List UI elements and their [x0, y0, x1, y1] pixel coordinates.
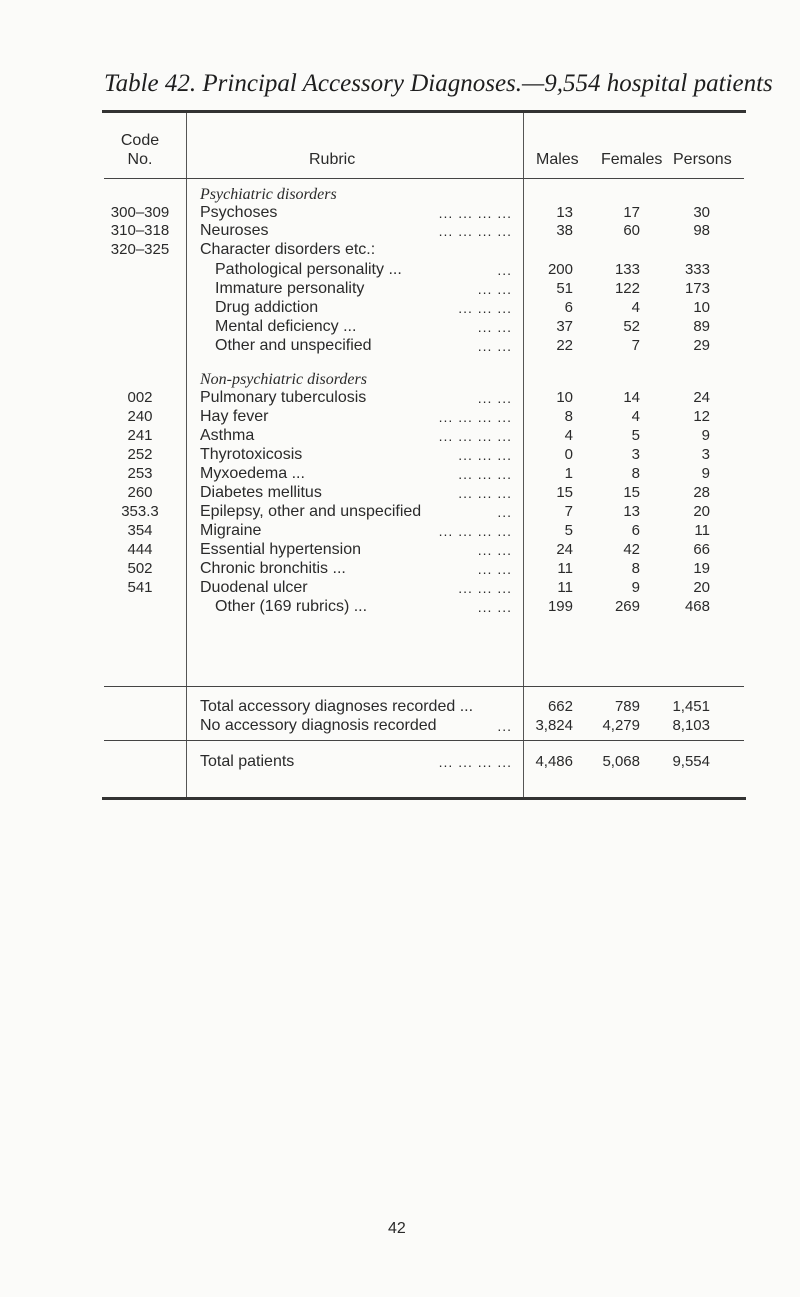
rubric-cell: Epilepsy, other and unspecified	[200, 503, 422, 520]
leader-dots: ... ...	[477, 338, 512, 354]
leader-dots: ... ... ...	[458, 580, 512, 596]
females-cell: 3	[631, 446, 640, 463]
top-rule	[102, 110, 746, 113]
females-cell: 7	[631, 337, 640, 354]
rubric-cell: Total patients	[200, 753, 295, 770]
males-cell: 22	[556, 337, 573, 354]
males-cell: 13	[556, 204, 573, 221]
leader-dots: ... ... ... ...	[438, 523, 512, 539]
leader-dots: ... ... ... ...	[438, 754, 512, 770]
rubric-cell: Other and unspecified	[215, 337, 372, 354]
females-cell: 60	[623, 222, 640, 239]
persons-cell: 9	[701, 427, 710, 444]
section-heading-psychiatric: Psychiatric disorders	[200, 186, 337, 203]
header-code	[104, 131, 176, 169]
persons-cell: 24	[693, 389, 710, 406]
females-cell: 8	[631, 465, 640, 482]
rubric-cell: Drug addiction	[215, 299, 319, 316]
header-code-line1: Code	[120, 132, 160, 149]
persons-cell: 9	[701, 465, 710, 482]
leader-dots: ... ...	[477, 561, 512, 577]
rubric-cell: Character disorders etc.:	[200, 241, 376, 258]
code-cell: 300–309	[110, 204, 170, 221]
females-cell: 8	[631, 560, 640, 577]
persons-cell: 28	[693, 484, 710, 501]
rubric-cell: Mental deficiency ...	[215, 318, 357, 335]
leader-dots: ... ...	[477, 319, 512, 335]
rubric-cell: Pathological personality ...	[215, 261, 402, 278]
females-cell: 15	[623, 484, 640, 501]
rubric-cell: Duodenal ulcer	[200, 579, 308, 596]
leader-dots: ... ... ... ...	[438, 223, 512, 239]
males-cell: 0	[564, 446, 573, 463]
header-rubric: Rubric	[309, 151, 356, 168]
persons-cell: 66	[693, 541, 710, 558]
males-cell: 8	[564, 408, 573, 425]
section-heading-non-psychiatric: Non-psychiatric disorders	[200, 371, 367, 388]
males-cell: 11	[557, 560, 573, 577]
females-cell: 5	[631, 427, 640, 444]
males-cell: 662	[547, 698, 573, 715]
persons-cell: 10	[693, 299, 710, 316]
rubric-cell: Essential hypertension	[200, 541, 361, 558]
rubric-cell: Migraine	[200, 522, 262, 539]
leader-dots: ...	[497, 718, 512, 734]
code-cell: 444	[127, 541, 153, 558]
females-cell: 133	[614, 261, 640, 278]
header-females: Females	[601, 151, 663, 168]
males-cell: 200	[547, 261, 573, 278]
persons-cell: 11	[694, 522, 710, 539]
persons-cell: 89	[693, 318, 710, 335]
persons-cell: 20	[693, 579, 710, 596]
males-cell: 15	[556, 484, 573, 501]
leader-dots: ... ... ...	[458, 447, 512, 463]
males-cell: 11	[557, 579, 573, 596]
bottom-rule	[102, 797, 746, 800]
header-males: Males	[536, 151, 579, 168]
persons-cell: 333	[684, 261, 710, 278]
rubric-cell: No accessory diagnosis recorded	[200, 717, 437, 734]
males-cell: 38	[556, 222, 573, 239]
code-cell: 252	[127, 446, 153, 463]
persons-cell: 98	[693, 222, 710, 239]
males-cell: 1	[564, 465, 573, 482]
females-cell: 269	[614, 598, 640, 615]
rubric-cell: Immature personality	[215, 280, 365, 297]
page-number: 42	[388, 1220, 406, 1237]
males-cell: 4,486	[535, 753, 573, 770]
persons-cell: 29	[693, 337, 710, 354]
females-cell: 122	[614, 280, 640, 297]
header-code-line2: No.	[127, 151, 153, 168]
leader-dots: ... ... ...	[458, 466, 512, 482]
rubric-cell: Asthma	[200, 427, 255, 444]
persons-cell: 3	[701, 446, 710, 463]
code-cell: 541	[127, 579, 153, 596]
code-cell: 240	[127, 408, 153, 425]
persons-cell: 12	[693, 408, 710, 425]
persons-cell: 468	[684, 598, 710, 615]
column-divider-code	[186, 113, 187, 797]
code-cell: 253	[127, 465, 153, 482]
females-cell: 52	[623, 318, 640, 335]
leader-dots: ... ...	[477, 281, 512, 297]
males-cell: 24	[556, 541, 573, 558]
males-cell: 5	[564, 522, 573, 539]
males-cell: 10	[556, 389, 573, 406]
leader-dots: ... ...	[477, 599, 512, 615]
code-cell: 002	[127, 389, 153, 406]
code-cell: 260	[127, 484, 153, 501]
rubric-cell: Psychoses	[200, 204, 278, 221]
females-cell: 13	[623, 503, 640, 520]
females-cell: 6	[631, 522, 640, 539]
code-cell: 241	[127, 427, 153, 444]
code-cell: 310–318	[110, 222, 170, 239]
females-cell: 4	[631, 408, 640, 425]
males-cell: 7	[564, 503, 573, 520]
code-cell: 320–325	[110, 241, 170, 258]
leader-dots: ... ... ... ...	[438, 205, 512, 221]
rubric-cell: Myxoedema ...	[200, 465, 305, 482]
persons-cell: 19	[693, 560, 710, 577]
header-persons: Persons	[673, 151, 732, 168]
females-cell: 5,068	[602, 753, 640, 770]
leader-dots: ...	[497, 262, 512, 278]
summary-rule	[104, 686, 744, 687]
persons-cell: 20	[693, 503, 710, 520]
rubric-cell: Thyrotoxicosis	[200, 446, 303, 463]
code-cell: 502	[127, 560, 153, 577]
rubric-cell: Other (169 rubrics) ...	[215, 598, 368, 615]
persons-cell: 9,554	[672, 753, 710, 770]
rubric-cell: Chronic bronchitis ...	[200, 560, 346, 577]
total-rule	[104, 740, 744, 741]
males-cell: 3,824	[535, 717, 573, 734]
leader-dots: ... ... ...	[458, 300, 512, 316]
code-cell: 353.3	[121, 503, 159, 520]
persons-cell: 8,103	[672, 717, 710, 734]
males-cell: 199	[547, 598, 573, 615]
males-cell: 51	[556, 280, 573, 297]
males-cell: 4	[564, 427, 573, 444]
females-cell: 9	[631, 579, 640, 596]
leader-dots: ... ... ... ...	[438, 428, 512, 444]
rubric-cell: Diabetes mellitus	[200, 484, 322, 501]
females-cell: 14	[623, 389, 640, 406]
females-cell: 4	[631, 299, 640, 316]
persons-cell: 30	[693, 204, 710, 221]
males-cell: 37	[556, 318, 573, 335]
leader-dots: ... ... ...	[458, 485, 512, 501]
males-cell: 6	[564, 299, 573, 316]
rubric-cell: Pulmonary tuberculosis	[200, 389, 367, 406]
leader-dots: ... ... ... ...	[438, 409, 512, 425]
females-cell: 42	[623, 541, 640, 558]
females-cell: 4,279	[602, 717, 640, 734]
header-rule	[104, 178, 744, 179]
column-divider-rubric	[523, 113, 524, 797]
leader-dots: ...	[497, 504, 512, 520]
code-cell: 354	[127, 522, 153, 539]
rubric-cell: Hay fever	[200, 408, 269, 425]
females-cell: 17	[623, 204, 640, 221]
females-cell: 789	[614, 698, 640, 715]
persons-cell: 173	[684, 280, 710, 297]
table-title: Table 42. Principal Accessory Diagnoses.—9,554 hospital patients	[104, 70, 773, 97]
leader-dots: ... ...	[477, 390, 512, 406]
persons-cell: 1,451	[672, 698, 710, 715]
rubric-cell: Neuroses	[200, 222, 269, 239]
leader-dots: ... ...	[477, 542, 512, 558]
rubric-cell: Total accessory diagnoses recorded ...	[200, 698, 474, 715]
